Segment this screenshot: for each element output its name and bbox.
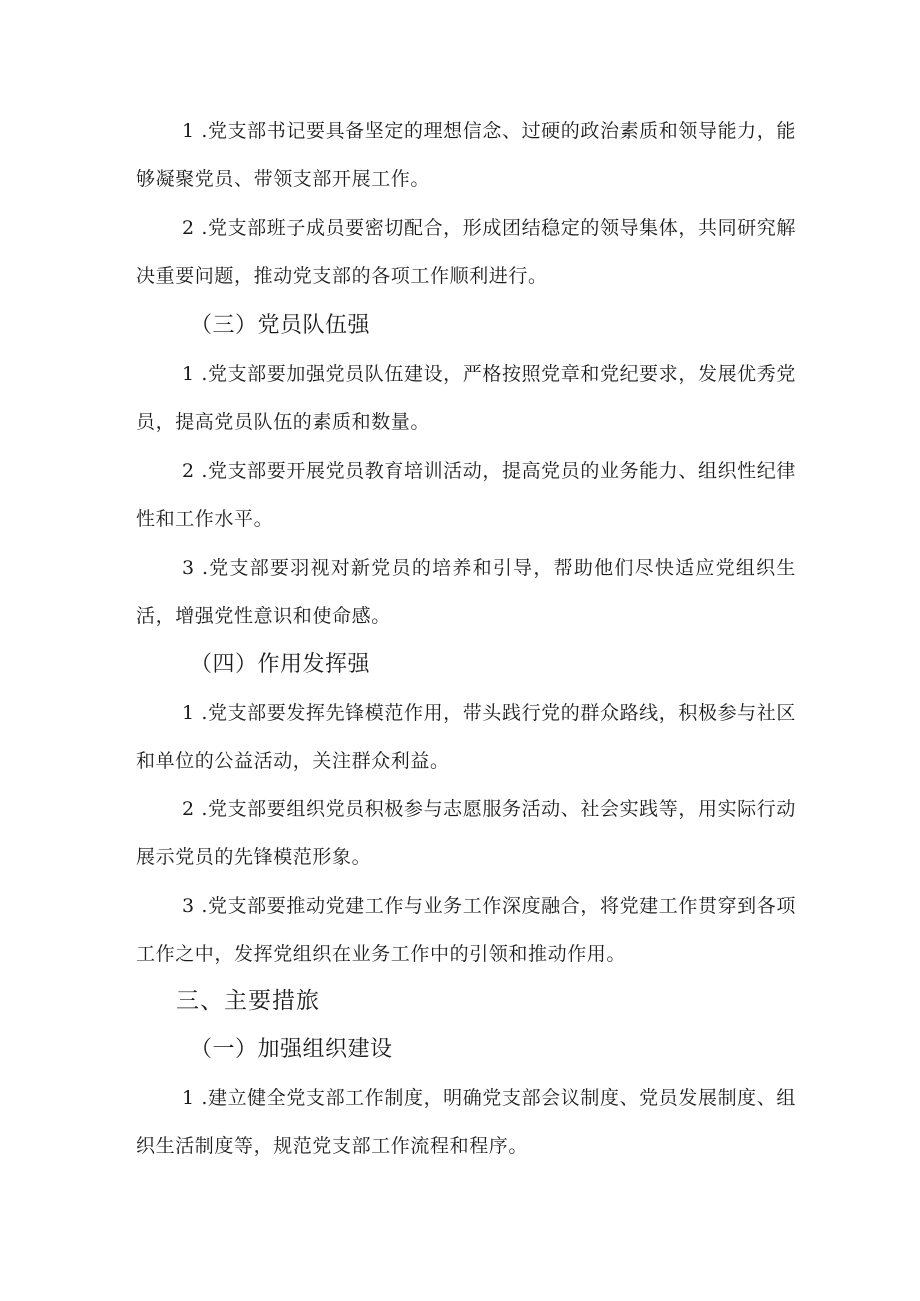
paragraph-volunteer-service: 2 .党支部要组织党员积极参与志愿服务活动、社会实践等，用实际行动展示党员的先锋模范形象。: [136, 798, 796, 868]
paragraph-team-cooperation: 2 .党支部班子成员要密切配合，形成团结稳定的领导集体，共同研究解决重要问题，推动党支部的各项工作顺利进行。: [136, 217, 796, 287]
paragraph-work-system: 1 .建立健全党支部工作制度，明确党支部会议制度、党员发展制度、组织生活制度等，规范党支部工作流程和程序。: [136, 1087, 796, 1157]
paragraph-vanguard-role: 1 .党支部要发挥先锋模范作用，带头践行党的群众路线，积极参与社区和单位的公益活动，关注群众利益。: [136, 702, 796, 772]
heading-organization-building: （一）加强组织建设: [190, 1037, 393, 1062]
paragraph-education-training: 2 .党支部要开展党员教育培训活动，提高党员的业务能力、组织性纪律性和工作水平。: [136, 460, 796, 530]
paragraph-new-members: 3 .党支部要羽视对新党员的培养和引导，帮助他们尽快适应党组织生活，增强党性意识和使命感。: [136, 557, 796, 627]
paragraph-secretary-requirements: 1 .党支部书记要具备坚定的理想信念、过硬的政治素质和领导能力，能够凝聚党员、带领支部开展工作。: [136, 120, 796, 190]
heading-main-measures: 三、主要措旅: [176, 988, 320, 1014]
paragraph-team-building: 1 .党支部要加强党员队伍建设，严格按照党章和党纪要求，发展优秀党员，提高党员队伍的素质和数量。: [136, 363, 796, 433]
paragraph-integration: 3 .党支部要推动党建工作与业务工作深度融合，将党建工作贯穿到各项工作之中，发挥党组织在业务工作中的引领和推动作用。: [136, 895, 796, 965]
heading-party-member-team: （三）党员队伍强: [190, 313, 371, 338]
heading-role-play: （四）作用发挥强: [190, 652, 371, 677]
